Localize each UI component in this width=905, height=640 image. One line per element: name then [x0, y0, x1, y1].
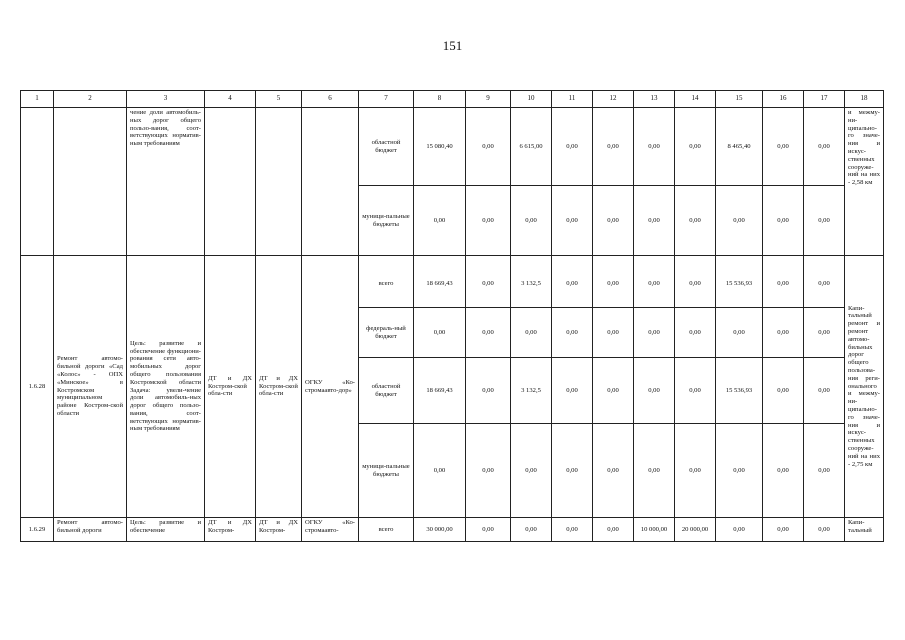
column-number: 12	[593, 91, 634, 108]
item-coordinator: ДТ и ДХ Костром-	[256, 518, 302, 542]
value-cell: 30 000,00	[414, 518, 466, 542]
value-cell: 0,00	[593, 186, 634, 256]
value-cell: 0,00	[414, 424, 466, 518]
item-name-cell	[54, 108, 127, 256]
value-cell: 0,00	[634, 358, 675, 424]
value-cell: 0,00	[763, 308, 804, 358]
value-cell: 18 669,43	[414, 358, 466, 424]
column-number: 2	[54, 91, 127, 108]
value-cell: 0,00	[511, 186, 552, 256]
column-number: 4	[205, 91, 256, 108]
column-number: 10	[511, 91, 552, 108]
item-executor: ОГКУ «Ко-стромаавто-дор»	[302, 256, 359, 518]
value-cell: 0,00	[763, 186, 804, 256]
value-cell: 0,00	[804, 186, 845, 256]
value-cell: 0,00	[804, 308, 845, 358]
value-cell: 0,00	[634, 108, 675, 186]
item-name: Ремонт автомо-бильной дороги	[54, 518, 127, 542]
value-cell: 6 615,00	[511, 108, 552, 186]
column-number: 3	[127, 91, 205, 108]
value-cell: 0,00	[511, 424, 552, 518]
column-number: 18	[845, 91, 884, 108]
executor-cell	[302, 108, 359, 256]
value-cell: 0,00	[634, 424, 675, 518]
item-result: Капи-тальный ремонт и ремонт автомо-бильных дорог общего пользова-ния реги-онального и межму-ни-ципально-го значе-ния и искус-ственных сооруже-ний на них - 2,75 км	[845, 256, 884, 518]
page-number: 151	[442, 38, 463, 53]
value-cell: 0,00	[634, 308, 675, 358]
budget-source: муници-пальные бюджеты	[359, 186, 414, 256]
value-cell: 0,00	[634, 186, 675, 256]
table-row	[21, 108, 884, 186]
value-cell: 0,00	[763, 358, 804, 424]
value-cell: 0,00	[634, 256, 675, 308]
value-cell: 0,00	[466, 308, 511, 358]
value-cell: 0,00	[511, 518, 552, 542]
value-cell: 0,00	[716, 518, 763, 542]
item-name: Ремонт автомо-бильной дороги «Сад «Колос» - ОПХ «Минское» в Костромском муниципальном районе Костром-ской области	[54, 256, 127, 518]
value-cell: 0,00	[552, 358, 593, 424]
value-cell: 0,00	[675, 186, 716, 256]
budget-source: федераль-ный бюджет	[359, 308, 414, 358]
value-cell: 0,00	[593, 256, 634, 308]
value-cell: 0,00	[552, 186, 593, 256]
value-cell: 0,00	[466, 256, 511, 308]
value-cell: 0,00	[552, 518, 593, 542]
column-number: 7	[359, 91, 414, 108]
item-coordinator: ДТ и ДХ Костром-ской обла-сти	[256, 256, 302, 518]
column-number: 14	[675, 91, 716, 108]
value-cell: 15 536,93	[716, 358, 763, 424]
item-number: 1.6.28	[21, 256, 54, 518]
value-cell: 20 000,00	[675, 518, 716, 542]
table-row	[21, 518, 884, 542]
value-cell: 0,00	[466, 108, 511, 186]
value-cell: 3 132,5	[511, 256, 552, 308]
value-cell: 15 080,40	[414, 108, 466, 186]
value-cell: 0,00	[552, 308, 593, 358]
value-cell: 0,00	[414, 308, 466, 358]
value-cell: 0,00	[675, 108, 716, 186]
value-cell: 18 669,43	[414, 256, 466, 308]
table-row	[21, 256, 884, 308]
item-goal: Цель: развитие и обеспечение функциони-рования сети авто-мобильных дорог общего пользования Костромской области Задача: увели-чение доли автомобиль-ных дорог общего пользо-вания, соот-ветствующих норматив-ным требованиям	[127, 256, 205, 518]
column-number: 15	[716, 91, 763, 108]
value-cell: 0,00	[466, 358, 511, 424]
value-cell: 0,00	[593, 358, 634, 424]
column-number: 13	[634, 91, 675, 108]
value-cell: 0,00	[804, 108, 845, 186]
value-cell: 15 536,93	[716, 256, 763, 308]
value-cell: 0,00	[804, 358, 845, 424]
value-cell: 0,00	[804, 256, 845, 308]
result-cell: и межму-ни-ципально-го значе-ния и искус-ственных сооруже-ний на них - 2,58 км	[845, 108, 884, 256]
budget-source: областной бюджет	[359, 108, 414, 186]
budget-source: всего	[359, 256, 414, 308]
value-cell: 0,00	[675, 256, 716, 308]
value-cell: 0,00	[552, 108, 593, 186]
item-customer: ДТ и ДХ Костром-ской обла-сти	[205, 256, 256, 518]
value-cell: 0,00	[763, 424, 804, 518]
column-number: 16	[763, 91, 804, 108]
budget-source: муници-пальные бюджеты	[359, 424, 414, 518]
item-executor: ОГКУ «Ко-стромаавто-	[302, 518, 359, 542]
value-cell: 0,00	[716, 308, 763, 358]
column-number: 1	[21, 91, 54, 108]
column-number: 8	[414, 91, 466, 108]
value-cell: 0,00	[466, 518, 511, 542]
value-cell: 3 132,5	[511, 358, 552, 424]
budget-table	[20, 90, 884, 542]
column-number: 5	[256, 91, 302, 108]
column-number: 6	[302, 91, 359, 108]
value-cell: 0,00	[675, 358, 716, 424]
value-cell: 0,00	[593, 308, 634, 358]
value-cell: 0,00	[804, 518, 845, 542]
value-cell: 0,00	[804, 424, 845, 518]
value-cell: 8 465,40	[716, 108, 763, 186]
value-cell: 0,00	[763, 256, 804, 308]
value-cell: 0,00	[593, 518, 634, 542]
value-cell: 10 000,00	[634, 518, 675, 542]
value-cell: 0,00	[552, 424, 593, 518]
column-number: 11	[552, 91, 593, 108]
value-cell: 0,00	[414, 186, 466, 256]
customer-cell	[205, 108, 256, 256]
value-cell: 0,00	[466, 424, 511, 518]
value-cell: 0,00	[511, 308, 552, 358]
value-cell: 0,00	[593, 424, 634, 518]
coordinator-cell	[256, 108, 302, 256]
value-cell: 0,00	[675, 424, 716, 518]
value-cell: 0,00	[716, 424, 763, 518]
item-result: Капи-тальный	[845, 518, 884, 542]
budget-source: областной бюджет	[359, 358, 414, 424]
item-number-cell	[21, 108, 54, 256]
value-cell: 0,00	[552, 256, 593, 308]
item-customer: ДТ и ДХ Костром-	[205, 518, 256, 542]
column-number-row	[21, 91, 884, 108]
item-number: 1.6.29	[21, 518, 54, 542]
value-cell: 0,00	[466, 186, 511, 256]
item-goal: Цель: развитие и обеспечение	[127, 518, 205, 542]
column-number: 9	[466, 91, 511, 108]
value-cell: 0,00	[593, 108, 634, 186]
value-cell: 0,00	[716, 186, 763, 256]
budget-source: всего	[359, 518, 414, 542]
value-cell: 0,00	[763, 518, 804, 542]
column-number: 17	[804, 91, 845, 108]
item-goal-cell: чение доли автомобиль-ных дорог общего пользо-вания, соот-ветствующих норматив-ным требованиям	[127, 108, 205, 256]
value-cell: 0,00	[763, 108, 804, 186]
value-cell: 0,00	[675, 308, 716, 358]
